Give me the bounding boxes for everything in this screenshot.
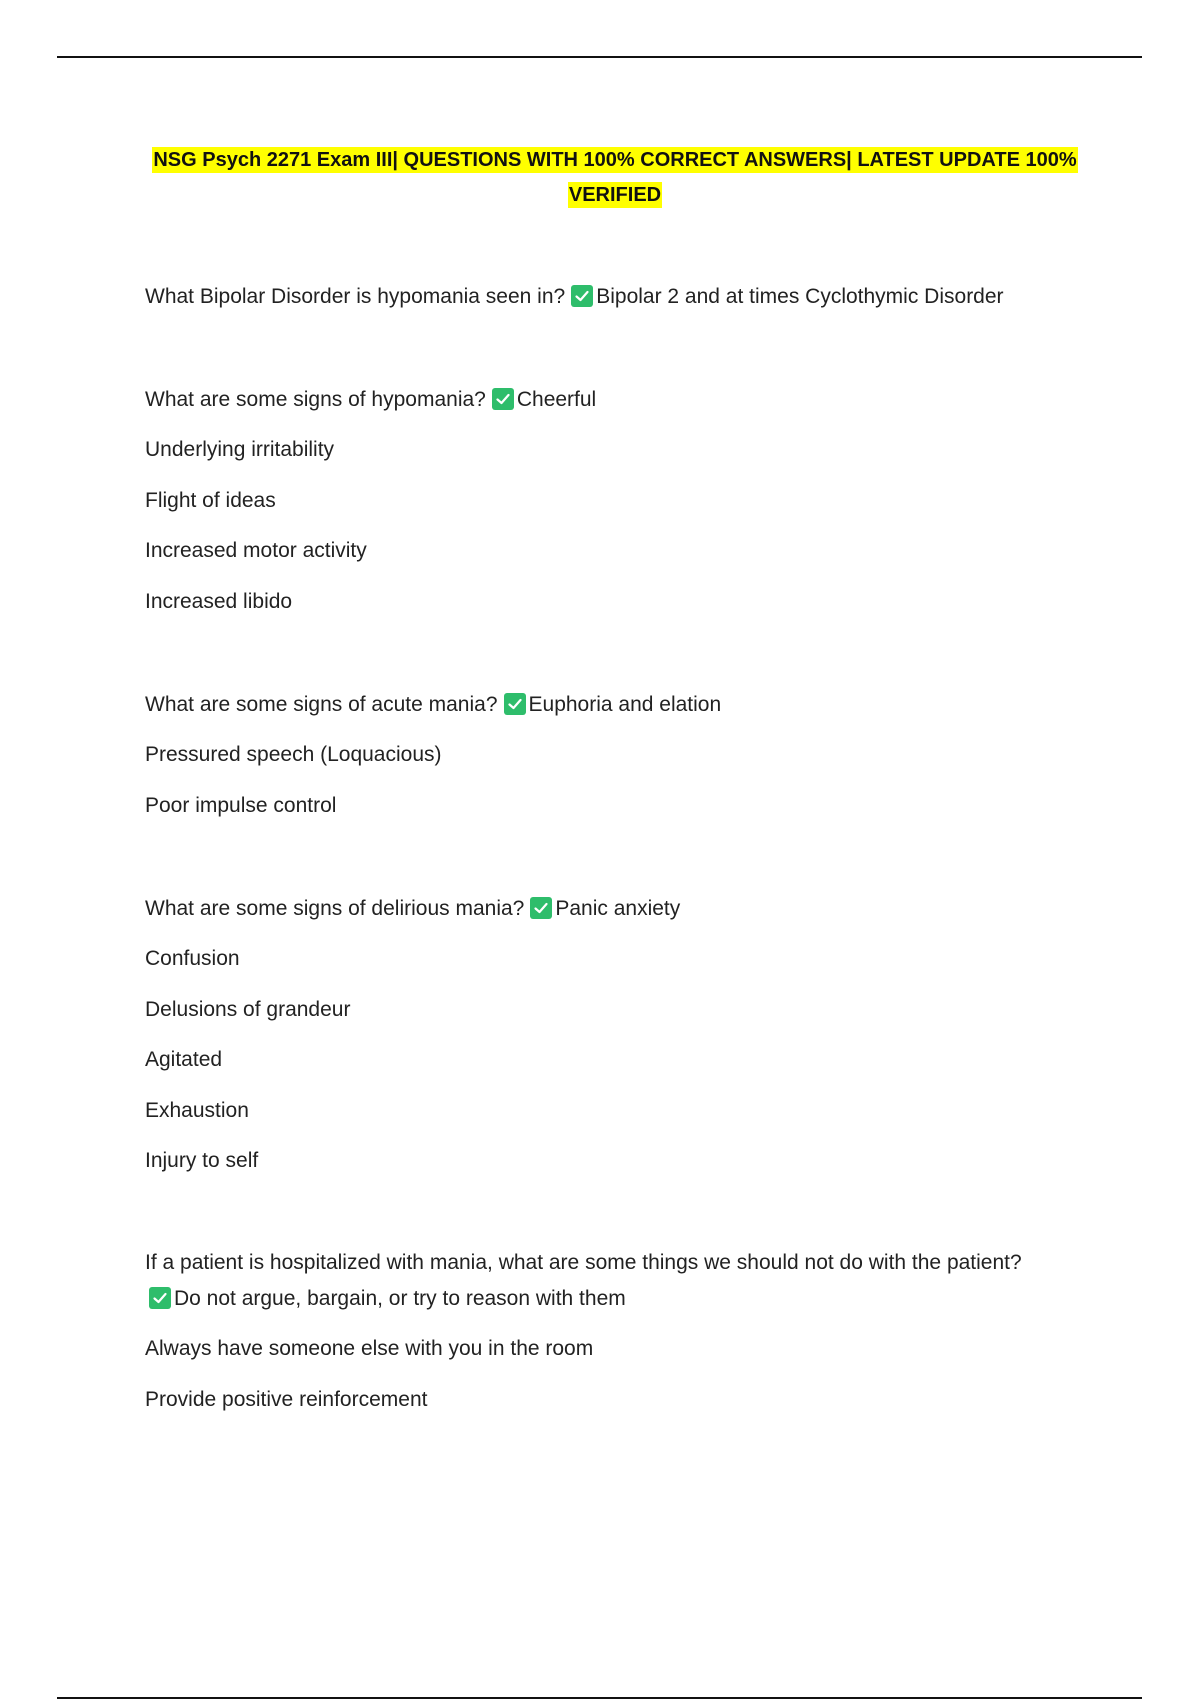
check-mark-icon [530,897,552,919]
answer-continuation: Always have someone else with you in the room [145,1337,594,1360]
qa-item-4-question-line [145,894,680,924]
answer-continuation: Pressured speech (Loquacious) [145,743,442,766]
answer-text: Panic anxiety [555,897,681,920]
qa-item-3-question-line [145,690,721,720]
qa-item-5-question-line: If a patient is hospitalized with mania, what are some things we should not do with the patient? [145,1251,1022,1274]
question-text: What are some signs of acute mania? [145,693,498,716]
answer-continuation: Confusion [145,947,240,970]
qa-item-5-answer-line [143,1284,626,1314]
title-line-1: NSG Psych 2271 Exam III| QUESTIONS WITH 100% CORRECT ANSWERS| LATEST UPDATE 100% [153,149,1077,171]
check-mark-icon [504,693,526,715]
answer-continuation: Increased libido [145,590,293,613]
answer-continuation: Flight of ideas [145,489,276,512]
answer-continuation: Exhaustion [145,1099,249,1122]
answer-text: Do not argue, bargain, or try to reason with them [174,1287,626,1310]
answer-text: Cheerful [516,388,597,411]
check-mark-icon [492,388,514,410]
title-line-2: VERIFIED [568,184,662,206]
answer-text: Euphoria and elation [528,693,722,716]
answer-continuation: Poor impulse control [145,794,337,817]
answer-text: Bipolar 2 and at times Cyclothymic Disorder [596,285,1004,308]
answer-continuation: Injury to self [145,1149,259,1172]
answer-continuation: Agitated [145,1048,223,1071]
question-text: What are some signs of delirious mania? [145,897,525,920]
question-text: What Bipolar Disorder is hypomania seen in? [145,285,566,308]
answer-continuation: Increased motor activity [145,539,367,562]
qa-item-2-question-line [145,385,596,415]
check-mark-icon [571,285,593,307]
bottom-rule [57,1697,1142,1699]
answer-continuation: Provide positive reinforcement [145,1388,428,1411]
answer-continuation: Delusions of grandeur [145,998,351,1021]
check-mark-icon [149,1287,171,1309]
question-text: What are some signs of hypomania? [145,388,486,411]
qa-item-1-question-line [145,282,1004,312]
answer-continuation: Underlying irritability [145,438,335,461]
